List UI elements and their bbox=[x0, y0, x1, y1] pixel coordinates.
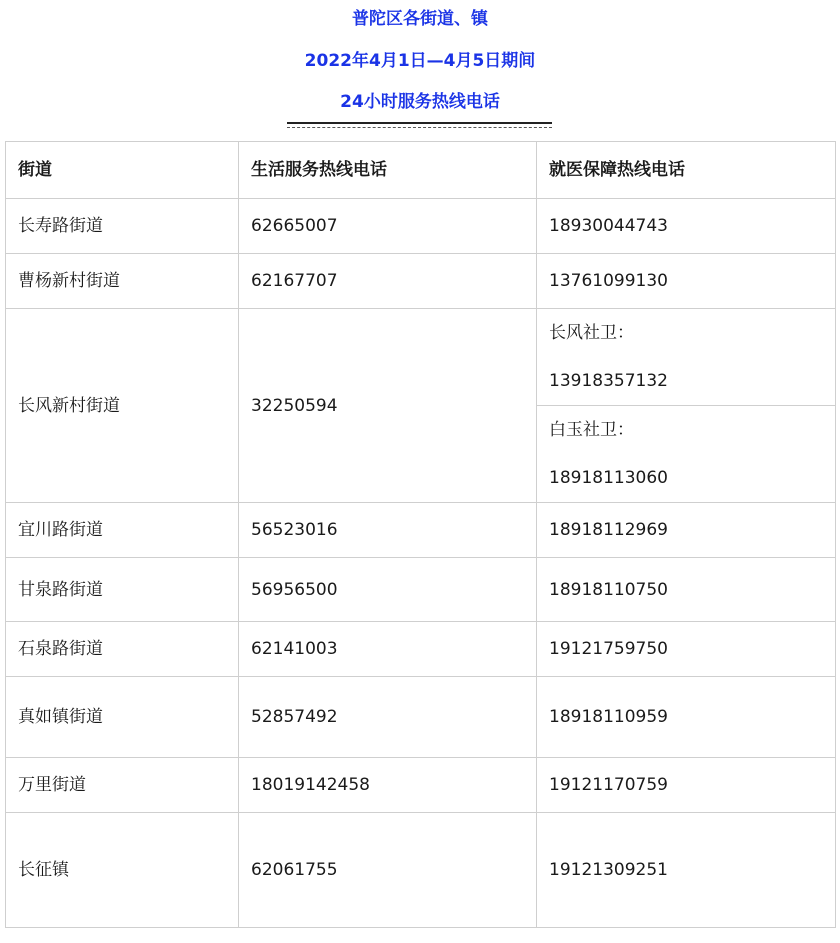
table-row bbox=[6, 622, 836, 677]
medical-sub-label: 白玉社卫： bbox=[549, 420, 634, 440]
medical-phone: 13761099130 bbox=[537, 254, 836, 309]
table-row bbox=[6, 503, 836, 558]
street-name: 长风新村街道 bbox=[6, 309, 239, 503]
medical-sub-phone: 13918357132 bbox=[549, 371, 668, 391]
medical-phone: 18918110959 bbox=[537, 677, 836, 758]
page-title-line-2: 2022年4月1日—4月5日期间 bbox=[304, 51, 536, 71]
street-name: 万里街道 bbox=[6, 758, 239, 813]
life-service-phone: 62141003 bbox=[239, 622, 537, 677]
table-row bbox=[6, 199, 836, 254]
life-service-phone: 18019142458 bbox=[239, 758, 537, 813]
life-service-phone: 52857492 bbox=[239, 677, 537, 758]
life-service-phone: 62665007 bbox=[239, 199, 537, 254]
life-service-phone: 56956500 bbox=[239, 558, 537, 622]
medical-phone: 18918110750 bbox=[537, 558, 836, 622]
street-name: 真如镇街道 bbox=[6, 677, 239, 758]
medical-sub-cell bbox=[537, 406, 836, 503]
page-title-line-1: 普陀区各街道、镇 bbox=[352, 9, 488, 29]
medical-sub-phone: 18918113060 bbox=[549, 468, 668, 488]
street-name: 宜川路街道 bbox=[6, 503, 239, 558]
street-name: 曹杨新村街道 bbox=[6, 254, 239, 309]
table-row bbox=[6, 254, 836, 309]
life-service-phone: 62061755 bbox=[239, 813, 537, 928]
title-underline-dashed bbox=[287, 127, 552, 128]
column-header-street: 街道 bbox=[6, 142, 239, 199]
table-row bbox=[6, 309, 836, 406]
medical-phone: 19121170759 bbox=[537, 758, 836, 813]
title-underline-solid bbox=[287, 122, 552, 124]
medical-phone: 18930044743 bbox=[537, 199, 836, 254]
life-service-phone: 62167707 bbox=[239, 254, 537, 309]
table-row bbox=[6, 813, 836, 928]
hotline-table bbox=[5, 141, 836, 928]
table-row bbox=[6, 758, 836, 813]
life-service-phone: 56523016 bbox=[239, 503, 537, 558]
medical-sub-cell bbox=[537, 309, 836, 406]
street-name: 石泉路街道 bbox=[6, 622, 239, 677]
medical-sub-label: 长风社卫： bbox=[549, 323, 634, 343]
medical-phone: 18918112969 bbox=[537, 503, 836, 558]
street-name: 长寿路街道 bbox=[6, 199, 239, 254]
street-name: 长征镇 bbox=[6, 813, 239, 928]
medical-phone: 19121759750 bbox=[537, 622, 836, 677]
page-title-line-3: 24小时服务热线电话 bbox=[340, 92, 500, 112]
table-row bbox=[6, 677, 836, 758]
column-header-medical: 就医保障热线电话 bbox=[537, 142, 836, 199]
medical-phone: 19121309251 bbox=[537, 813, 836, 928]
table-row bbox=[6, 558, 836, 622]
life-service-phone: 32250594 bbox=[239, 309, 537, 503]
column-header-life-service: 生活服务热线电话 bbox=[239, 142, 537, 199]
street-name: 甘泉路街道 bbox=[6, 558, 239, 622]
table-header-row bbox=[6, 142, 836, 199]
